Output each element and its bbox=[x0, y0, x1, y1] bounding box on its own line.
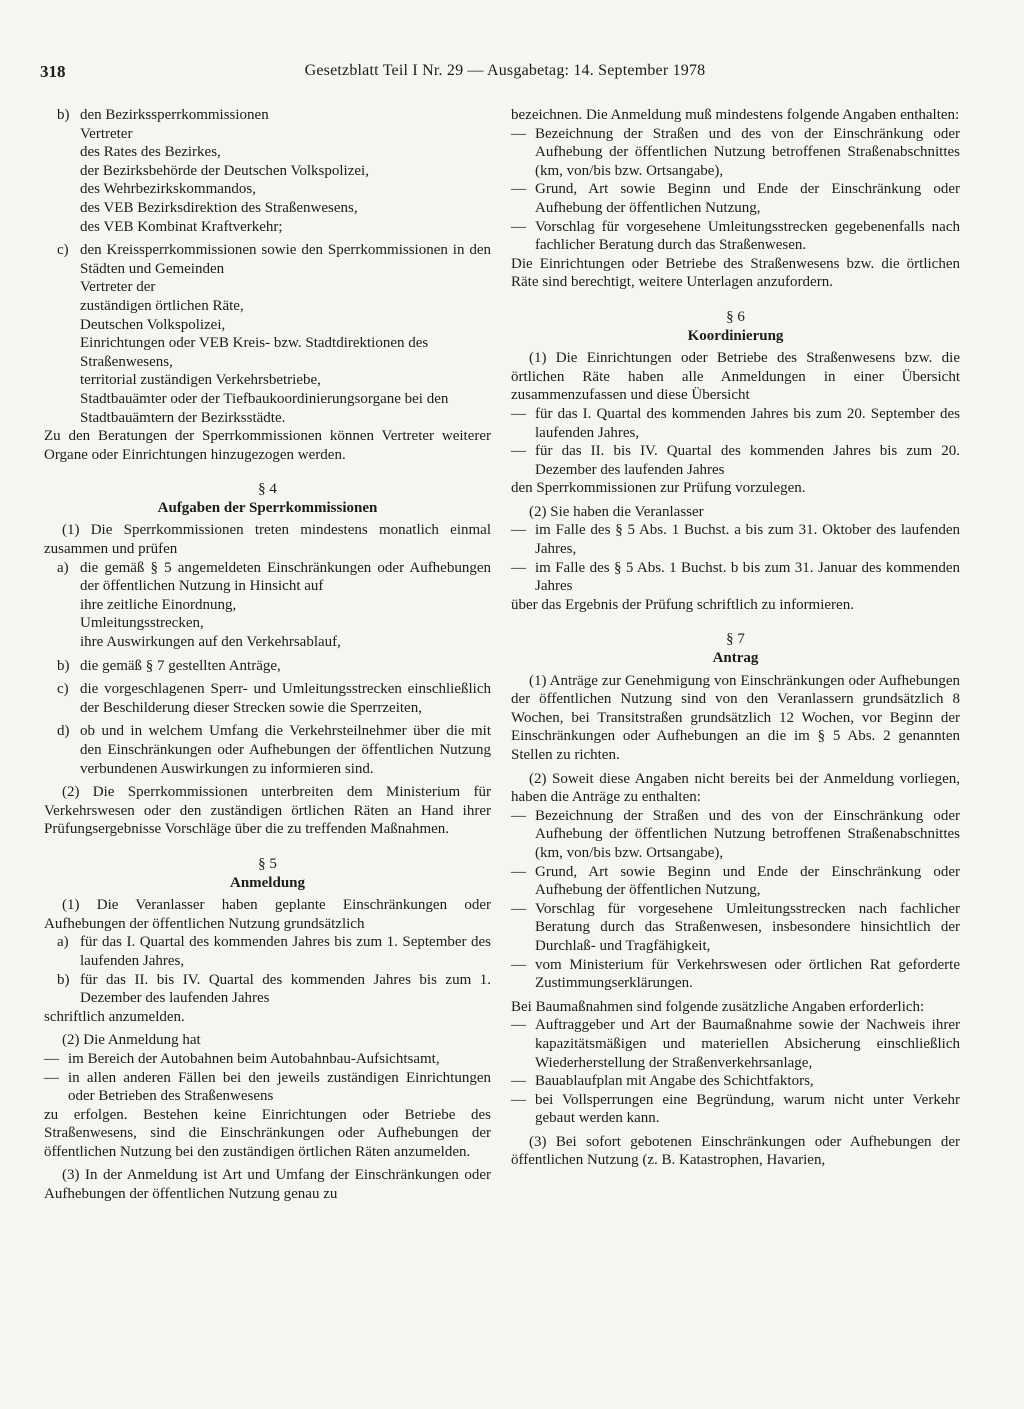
section-title: Anmeldung bbox=[229, 874, 306, 891]
paragraph: Die Einrichtungen oder Betriebe des Straßenwesens bzw. die örtlichen Räte sind berechtigt, weitere Unterlagen anzufordern. bbox=[511, 255, 960, 291]
list-item-c bbox=[44, 241, 491, 278]
paragraph: den Sperrkommissionen zur Prüfung vorzulegen. bbox=[511, 480, 806, 497]
dash-mark: — bbox=[511, 218, 526, 235]
sub-line: Stadtbauämter oder der Tiefbaukoordinierungsorgane bei den Stadtbauämtern der Bezirksstädte. bbox=[80, 390, 449, 426]
dash-item bbox=[511, 442, 960, 479]
list-item-b bbox=[44, 106, 491, 125]
paragraph: schriftlich anzumelden. bbox=[44, 1008, 185, 1025]
sub-line: des Wehrbezirkskommandos, bbox=[80, 181, 256, 198]
dash-text: Bezeichnung der Straßen und des von der Einschränkung oder Aufhebung der öffentlichen Nutzung betroffenen Straßenabschnittes (km, von/bis bzw. Ortsangabe), bbox=[535, 807, 960, 861]
list-item-b bbox=[44, 971, 491, 1008]
dash-mark: — bbox=[511, 1091, 526, 1108]
sub-line: Deutschen Volkspolizei, bbox=[80, 316, 226, 333]
dash-text: im Falle des § 5 Abs. 1 Buchst. b bis zum 31. Januar des kommenden Jahres bbox=[535, 559, 960, 595]
dash-text: Bezeichnung der Straßen und des von der Einschränkung oder Aufhebung der öffentlichen Nutzung betroffenen Straßenabschnittes (km, von/bis bzw. Ortsangabe), bbox=[535, 125, 960, 179]
paragraph: Bei Baumaßnahmen sind folgende zusätzliche Angaben erforderlich: bbox=[511, 998, 925, 1015]
dash-item bbox=[44, 1069, 491, 1106]
item-text: den Bezirkssperrkommissionen bbox=[80, 107, 269, 123]
dash-mark: — bbox=[511, 956, 526, 973]
sub-line: Umleitungsstrecken, bbox=[80, 615, 204, 632]
dash-item bbox=[44, 1050, 491, 1069]
paragraph: zu erfolgen. Bestehen keine Einrichtungen oder Betriebe des Straßenwesens, sind die Einschränkungen oder Aufhebungen der öffentlichen Nutzung bei den zuständigen örtlichen Räten anzumelden. bbox=[44, 1106, 491, 1160]
page-header bbox=[40, 62, 970, 86]
page-number: 318 bbox=[40, 62, 66, 81]
sub-line: Vertreter bbox=[80, 125, 133, 142]
sub-list-c bbox=[44, 278, 491, 427]
left-column bbox=[44, 106, 491, 1204]
sub-line: des VEB Kombinat Kraftverkehr; bbox=[80, 218, 283, 235]
sub-list-b bbox=[44, 125, 491, 237]
sub-line: zuständigen örtlichen Räte, bbox=[80, 297, 244, 314]
list-item-d bbox=[44, 722, 491, 778]
item-label: c) bbox=[57, 681, 69, 698]
dash-item bbox=[511, 1091, 960, 1128]
sub-line: der Bezirksbehörde der Deutschen Volkspolizei, bbox=[80, 162, 369, 179]
dash-mark: — bbox=[511, 863, 526, 880]
item-label: a) bbox=[57, 934, 69, 951]
dash-mark: — bbox=[511, 559, 526, 576]
dash-mark: — bbox=[511, 522, 526, 539]
section-title: Aufgaben der Sperrkommissionen bbox=[157, 499, 378, 516]
dash-text: Vorschlag für vorgesehene Umleitungsstrecken gegebenenfalls nach fachlicher Beratung durch das Straßenwesen. bbox=[535, 218, 960, 254]
paragraph: (3) Bei sofort gebotenen Einschränkungen oder Aufhebungen der öffentlichen Nutzung (z. B. Katastrophen, Havarien, bbox=[511, 1133, 960, 1169]
paragraph: über das Ergebnis der Prüfung schriftlich zu informieren. bbox=[511, 596, 854, 613]
dash-text: für das I. Quartal des kommenden Jahres bis zum 20. September des laufenden Jahres, bbox=[535, 405, 960, 441]
dash-item bbox=[511, 863, 960, 900]
dash-text: Grund, Art sowie Beginn und Ende der Einschränkung oder Aufhebung der öffentlichen Nutzung, bbox=[535, 181, 960, 216]
sub-line: ihre zeitliche Einordnung, bbox=[80, 596, 237, 613]
paragraph: (1) Anträge zur Genehmigung von Einschränkungen oder Aufhebungen der öffentlichen Nutzung sind von den Veranlassern grundsätzlich 8 Wochen, bei Transitstraßen grundsätzlich 12 Wochen, vor Beginn der Einschränkungen oder Aufhebungen an die im § 5 Abs. 2 genannten Stellen zu richten. bbox=[511, 672, 960, 763]
item-text: die gemäß § 5 angemeldeten Einschränkungen oder Aufhebungen der öffentlichen Nutzung in Hinsicht auf bbox=[80, 559, 491, 595]
dash-text: im Bereich der Autobahnen beim Autobahnbau-Aufsichtsamt, bbox=[68, 1050, 440, 1067]
dash-item bbox=[511, 180, 960, 217]
dash-item bbox=[511, 405, 960, 442]
paragraph: (2) Die Sperrkommissionen unterbreiten dem Ministerium für Verkehrswesen oder den zuständigen örtlichen Räten an Hand ihrer Prüfungsergebnisse Vorschläge über die zu treffenden Maßnahmen. bbox=[44, 784, 491, 838]
item-label: b) bbox=[57, 657, 70, 674]
dash-item bbox=[511, 956, 960, 993]
paragraph: Zu den Beratungen der Sperrkommissionen können Vertreter weiterer Organe oder Einrichtungen hinzugezogen werden. bbox=[44, 428, 491, 463]
item-text: für das I. Quartal des kommenden Jahres bis zum 1. September des laufenden Jahres, bbox=[80, 934, 491, 969]
dash-mark: — bbox=[511, 900, 526, 917]
section-title: Koordinierung bbox=[687, 327, 784, 344]
paragraph: bezeichnen. Die Anmeldung muß mindestens folgende Angaben enthalten: bbox=[511, 107, 960, 123]
dash-text: vom Ministerium für Verkehrswesen oder örtlichen Rat geforderte Zustimmungserklärungen. bbox=[535, 956, 960, 992]
dash-item bbox=[511, 1016, 960, 1072]
dash-mark: — bbox=[511, 125, 526, 142]
dash-mark: — bbox=[511, 807, 526, 824]
sub-line: territorial zuständigen Verkehrsbetriebe, bbox=[80, 372, 321, 389]
sub-line: des Rates des Bezirkes, bbox=[80, 144, 221, 161]
sub-list-a bbox=[44, 596, 491, 652]
dash-mark: — bbox=[511, 1073, 526, 1090]
dash-item bbox=[511, 1072, 960, 1091]
dash-text: in allen anderen Fällen bei den jeweils zuständigen Einrichtungen oder Betrieben des Straßenwesens bbox=[68, 1069, 491, 1105]
section-number: § 4 bbox=[258, 481, 277, 498]
list-item-a bbox=[44, 933, 491, 970]
paragraph: (1) Die Veranlasser haben geplante Einschränkungen oder Aufhebungen der öffentlichen Nutzung grundsätzlich bbox=[44, 897, 491, 932]
dash-item bbox=[511, 125, 960, 181]
dash-mark: — bbox=[511, 443, 526, 460]
paragraph: (3) In der Anmeldung ist Art und Umfang der Einschränkungen oder Aufhebungen der öffentlichen Nutzung genau zu bbox=[44, 1167, 491, 1203]
right-column bbox=[511, 106, 960, 1170]
dash-mark: — bbox=[44, 1069, 59, 1086]
item-text: die vorgeschlagenen Sperr- und Umleitungsstrecken einschließlich der Beschilderung dieser Strecken sowie die Sperrzeiten, bbox=[80, 681, 491, 716]
dash-text: Auftraggeber und Art der Baumaßnahme sowie der Nachweis ihrer kapazitätsmäßigen und materiellen Absicherung einschließlich Wiederherstellung der Straßenverkehrsanlage, bbox=[535, 1017, 960, 1071]
dash-text: bei Vollsperrungen eine Begründung, warum nicht unter Verkehr gebaut werden kann. bbox=[535, 1091, 960, 1127]
dash-text: für das II. bis IV. Quartal des kommenden Jahres bis zum 20. Dezember des laufenden Jahres bbox=[535, 443, 960, 478]
item-label: d) bbox=[57, 723, 70, 740]
item-label: b) bbox=[57, 971, 70, 988]
item-label: a) bbox=[57, 559, 69, 576]
section-number: § 5 bbox=[258, 855, 277, 872]
dash-text: im Falle des § 5 Abs. 1 Buchst. a bis zum 31. Oktober des laufenden Jahres, bbox=[535, 522, 960, 558]
dash-text: Bauablaufplan mit Angabe des Schichtfaktors, bbox=[535, 1073, 814, 1090]
item-label: c) bbox=[57, 242, 69, 259]
item-text: für das II. bis IV. Quartal des kommenden Jahres bis zum 1. Dezember des laufenden Jahres bbox=[80, 971, 491, 1007]
paragraph: (2) Die Anmeldung hat bbox=[62, 1032, 201, 1049]
list-item-a bbox=[44, 559, 491, 596]
dash-mark: — bbox=[511, 181, 526, 198]
list-item-b bbox=[44, 657, 491, 676]
dash-text: Vorschlag für vorgesehene Umleitungsstrecken nach fachlicher Beratung durch das Straßenwesen, insbesondere hinsichtlich der Durchlaß- und Tragfähigkeit, bbox=[535, 900, 960, 954]
paragraph: (2) Soweit diese Angaben nicht bereits bei der Anmeldung vorliegen, haben die Anträge zu enthalten: bbox=[511, 770, 960, 806]
list-item-c bbox=[44, 680, 491, 717]
dash-mark: — bbox=[511, 1017, 526, 1034]
item-label: b) bbox=[57, 107, 70, 123]
sub-line: des VEB Bezirksdirektion des Straßenwesens, bbox=[80, 199, 358, 216]
dash-item bbox=[511, 521, 960, 558]
dash-item bbox=[511, 900, 960, 956]
dash-mark: — bbox=[511, 405, 526, 422]
dash-item bbox=[511, 218, 960, 255]
sub-line: ihre Auswirkungen auf den Verkehrsablauf, bbox=[80, 634, 341, 651]
gazette-title: Gesetzblatt Teil I Nr. 29 — Ausgabetag: 14. September 1978 bbox=[304, 62, 706, 79]
sub-line: Einrichtungen oder VEB Kreis- bzw. Stadtdirektionen des Straßenwesens, bbox=[80, 335, 429, 370]
dash-mark: — bbox=[44, 1050, 59, 1067]
section-number: § 6 bbox=[726, 308, 745, 325]
dash-text: Grund, Art sowie Beginn und Ende der Einschränkung oder Aufhebung der öffentlichen Nutzung, bbox=[535, 863, 960, 899]
paragraph: (1) Die Einrichtungen oder Betriebe des Straßenwesens bzw. die örtlichen Räte haben alle Anmeldungen in einer Übersicht zusammenzufassen und diese Übersicht bbox=[511, 350, 960, 404]
item-text: den Kreissperrkommissionen sowie den Sperrkommissionen in den Städten und Gemeinden bbox=[80, 242, 491, 277]
item-text: die gemäß § 7 gestellten Anträge, bbox=[80, 657, 281, 674]
dash-item bbox=[511, 559, 960, 596]
dash-item bbox=[511, 807, 960, 863]
section-title: Antrag bbox=[712, 650, 759, 667]
section-number: § 7 bbox=[726, 631, 745, 648]
sub-line: Vertreter der bbox=[80, 279, 156, 296]
paragraph: (1) Die Sperrkommissionen treten mindestens monatlich einmal zusammen und prüfen bbox=[44, 522, 491, 558]
paragraph: (2) Sie haben die Veranlasser bbox=[529, 503, 704, 520]
item-text: ob und in welchem Umfang die Verkehrsteilnehmer über die mit den Einschränkungen oder Aufhebungen der öffentlichen Nutzung verbundenen Auswirkungen zu informieren sind. bbox=[80, 723, 491, 777]
